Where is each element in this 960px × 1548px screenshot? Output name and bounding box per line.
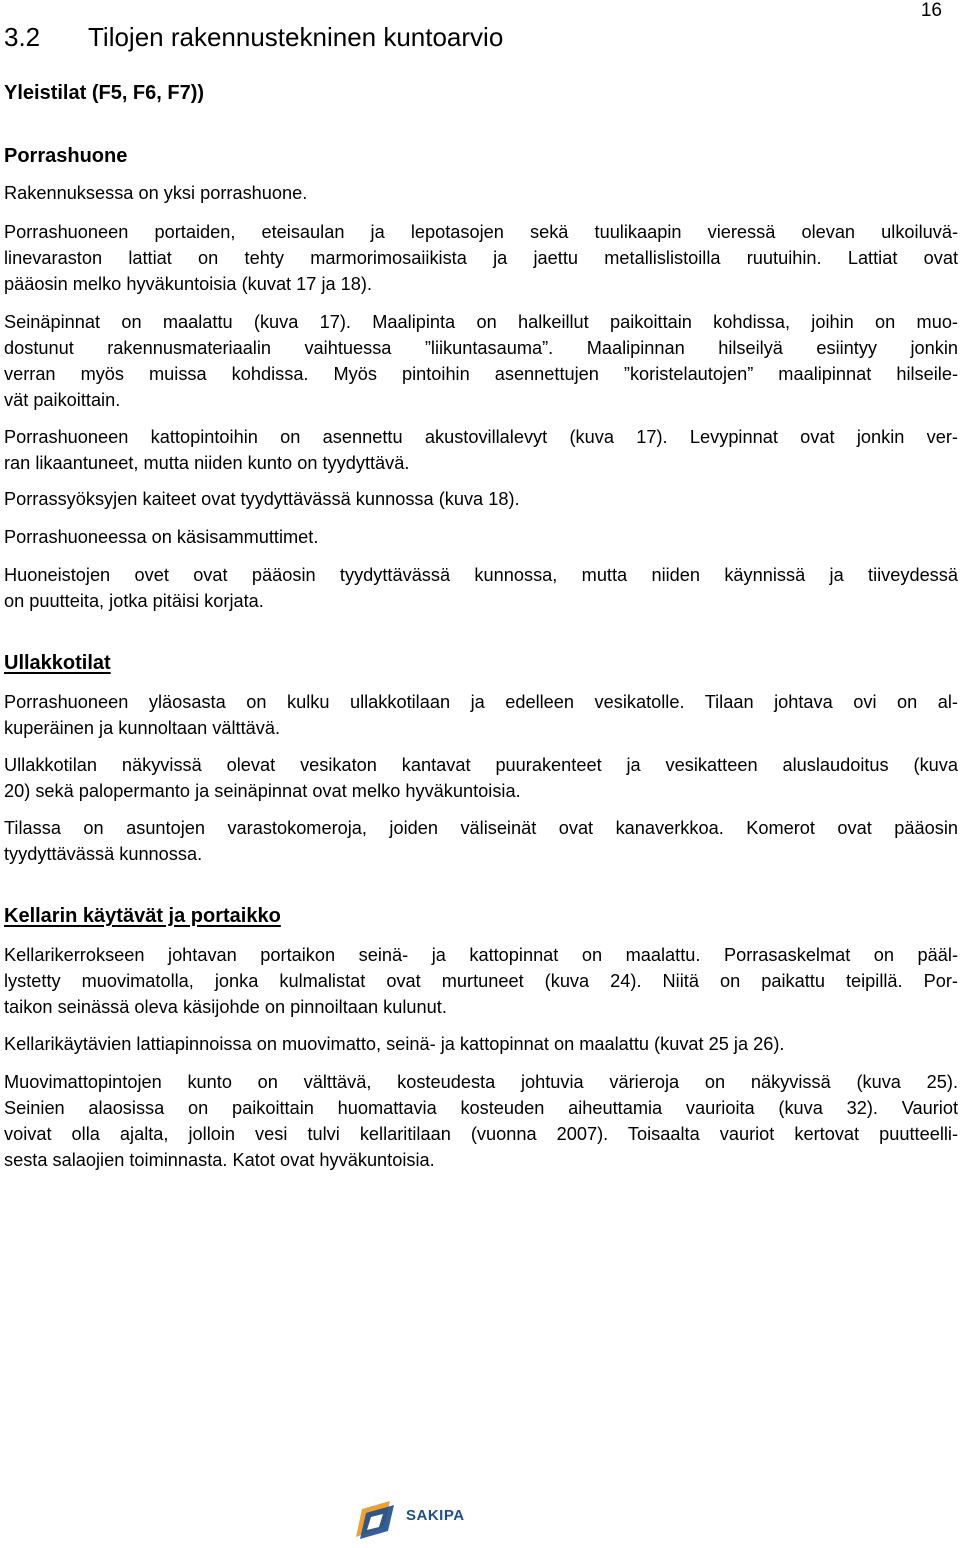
section-number: 3.2 — [4, 22, 41, 52]
text-line: taikon seinässä oleva käsijohde on pinnoiltaan kulunut. — [4, 997, 447, 1017]
section-heading — [4, 20, 503, 54]
porrashuone-heading: Porrashuone — [4, 145, 128, 167]
kellari-paragraph — [4, 1031, 958, 1057]
text-line: on puutteita, jotka pitäisi korjata. — [4, 591, 264, 611]
kellari-heading: Kellarin käytävät ja portaikko — [4, 905, 281, 927]
subsection-heading: Yleistilat (F5, F6, F7)) — [4, 82, 205, 104]
text-line: Porrashuoneen portaiden, eteisaulan ja lepotasojen sekä tuulikaapin vieressä olevan ulkoiluvä- — [4, 222, 958, 242]
porrashuone-paragraph — [4, 219, 958, 297]
text-line: tyydyttävässä kunnossa. — [4, 844, 203, 864]
text-line: Huoneistojen ovet ovat pääosin tyydyttävässä kunnossa, mutta niiden käynnissä ja tiiveydessä — [4, 565, 958, 585]
ullakkotilat-heading: Ullakkotilat — [4, 652, 111, 674]
text-line: Seinäpinnat on maalattu (kuva 17). Maalipinta on halkeillut paikoittain kohdissa, joihin on muo- — [4, 312, 958, 332]
ullakkotilat-paragraph — [4, 689, 958, 741]
text-line: kuperäinen ja kunnoltaan välttävä. — [4, 718, 281, 738]
sakipa-logo — [350, 1497, 500, 1547]
porrashuone-paragraph — [4, 562, 958, 614]
kellari-paragraph — [4, 942, 958, 1020]
text-line: verran myös muissa kohdissa. Myös pintoihin asennettujen ”koristelautojen” maalipinnat hilseile- — [4, 364, 958, 384]
text-line: Porrashuoneessa on käsisammuttimet. — [4, 527, 319, 547]
text-line: dostunut rakennusmateriaalin vaihtuessa ”liikuntasauma”. Maalipinnan hilseilyä esiintyy jonkin — [4, 338, 958, 358]
text-line: voivat olla ajalta, jolloin vesi tulvi kellaritilaan (vuonna 2007). Toisaalta vauriot kertovat puutteelli- — [4, 1124, 958, 1144]
ullakkotilat-paragraph — [4, 752, 958, 804]
text-line: Porrashuoneen yläosasta on kulku ullakkotilaan ja edelleen vesikatolle. Tilaan johtava ovi on al- — [4, 692, 958, 712]
text-line: Porrassyöksyjen kaiteet ovat tyydyttävässä kunnossa (kuva 18). — [4, 489, 520, 509]
text-line: Tilassa on asuntojen varastokomeroja, joiden väliseinät ovat kanaverkkoa. Komerot ovat pääosin — [4, 818, 958, 838]
sakipa-logo-text: SAKIPA — [406, 1507, 465, 1524]
text-line: Kellarikäytävien lattiapinnoissa on muovimatto, seinä- ja kattopinnat on maalattu (kuvat 25 ja 26). — [4, 1034, 785, 1054]
text-line: pääosin melko hyväkuntoisia (kuvat 17 ja 18). — [4, 274, 372, 294]
text-line: Ullakkotilan näkyvissä olevat vesikaton kantavat puurakenteet ja vesikatteen aluslaudoitus (kuva — [4, 755, 958, 775]
sakipa-logo-icon — [350, 1497, 400, 1543]
porrashuone-paragraph — [4, 524, 958, 550]
text-line: lystetty muovimatolla, jonka kulmalistat ovat murtuneet (kuva 24). Niitä on paikattu teipillä. Por- — [4, 971, 958, 991]
porrashuone-paragraph — [4, 424, 958, 476]
text-line: Muovimattopintojen kunto on välttävä, kosteudesta johtuvia värieroja on näkyvissä (kuva 25). — [4, 1072, 958, 1092]
porrashuone-paragraph — [4, 180, 958, 206]
text-line: Seinien alaosissa on paikoittain huomattavia kosteuden aiheuttamia vaurioita (kuva 32). Vauriot — [4, 1098, 958, 1118]
text-line: Porrashuoneen kattopintoihin on asennettu akustovillalevyt (kuva 17). Levypinnat ovat jonkin ver- — [4, 427, 958, 447]
text-line: linevaraston lattiat on tehty marmorimosaiikista ja jaettu metallislistoilla ruutuihin. Lattiat ovat — [4, 248, 958, 268]
text-line: vät paikoittain. — [4, 390, 121, 410]
text-line: 20) sekä palopermanto ja seinäpinnat ovat melko hyväkuntoisia. — [4, 781, 521, 801]
section-title: Tilojen rakennustekninen kuntoarvio — [88, 22, 504, 52]
kellari-paragraph — [4, 1069, 958, 1173]
ullakkotilat-paragraph — [4, 815, 958, 867]
text-line: Rakennuksessa on yksi porrashuone. — [4, 183, 308, 203]
porrashuone-paragraph — [4, 309, 958, 413]
text-line: ran likaantuneet, mutta niiden kunto on tyydyttävä. — [4, 453, 410, 473]
text-line: Kellarikerrokseen johtavan portaikon seinä- ja kattopinnat on maalattu. Porrasaskelmat on pääl- — [4, 945, 958, 965]
porrashuone-paragraph — [4, 486, 958, 512]
page-number: 16 — [920, 0, 942, 21]
text-line: sesta salaojien toiminnasta. Katot ovat hyväkuntoisia. — [4, 1150, 435, 1170]
